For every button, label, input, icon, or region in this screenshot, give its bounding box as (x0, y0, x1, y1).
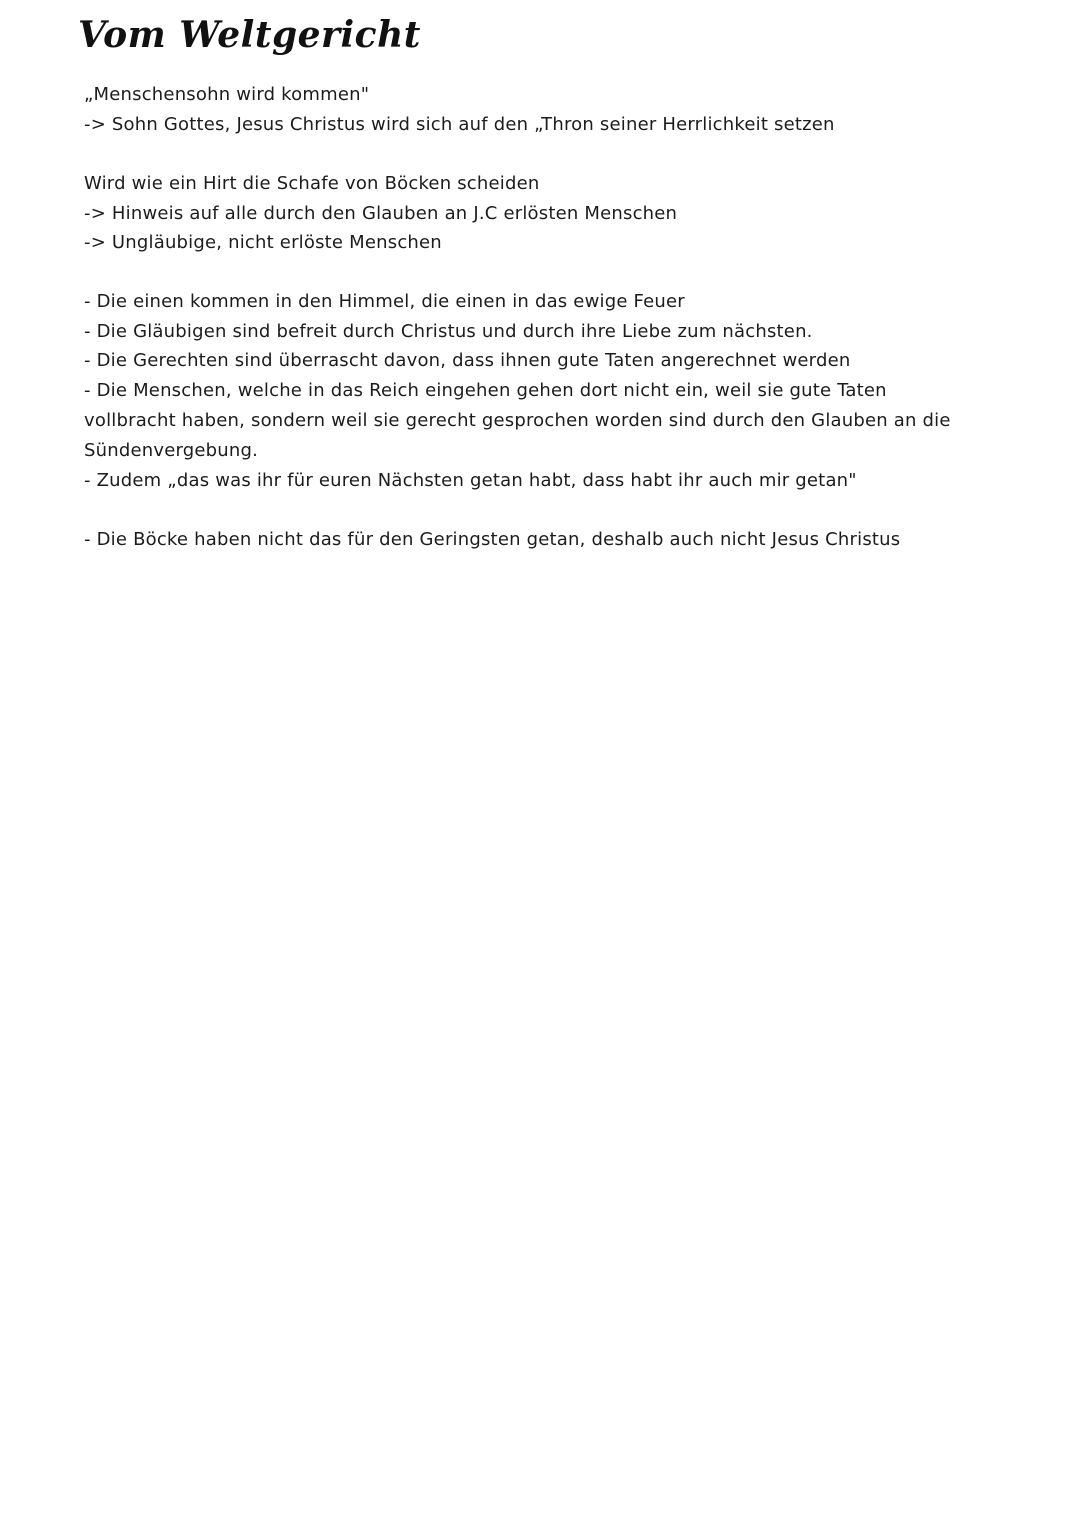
text-line-hinweis: -> Hinweis auf alle durch den Glauben an J.C erlösten Menschen (84, 203, 678, 224)
document-title: Vom Weltgericht (78, 14, 421, 56)
text-line-himmel: - Die einen kommen in den Himmel, die einen in das ewige Feuer (84, 291, 685, 312)
text-line-zudem: - Zudem „das was ihr für euren Nächsten getan habt, dass habt ihr auch mir getan" (84, 470, 857, 491)
text-line-unglaeubige: -> Ungläubige, nicht erlöste Menschen (84, 232, 442, 253)
text-line-hirt: Wird wie ein Hirt die Schafe von Böcken scheiden (84, 173, 540, 194)
text-line-glaeubige: - Die Gläubigen sind befreit durch Christus und durch ihre Liebe zum nächsten. (84, 321, 813, 342)
text-line-menschensohn: „Menschensohn wird kommen" (84, 84, 370, 105)
text-line-boecke: - Die Böcke haben nicht das für den Geringsten getan, deshalb auch nicht Jesus Christus (84, 529, 901, 550)
text-line-vollbracht: vollbracht haben, sondern weil sie gerecht gesprochen worden sind durch den Glauben an die (84, 410, 951, 431)
text-line-reich: - Die Menschen, welche in das Reich eingehen gehen dort nicht ein, weil sie gute Taten (84, 380, 887, 401)
text-line-sohn-gottes: -> Sohn Gottes, Jesus Christus wird sich auf den „Thron seiner Herrlichkeit setzen (84, 114, 835, 135)
text-line-suendenvergebung: Sündenvergebung. (84, 440, 259, 461)
text-line-gerechte: - Die Gerechten sind überrascht davon, dass ihnen gute Taten angerechnet werden (84, 350, 851, 371)
